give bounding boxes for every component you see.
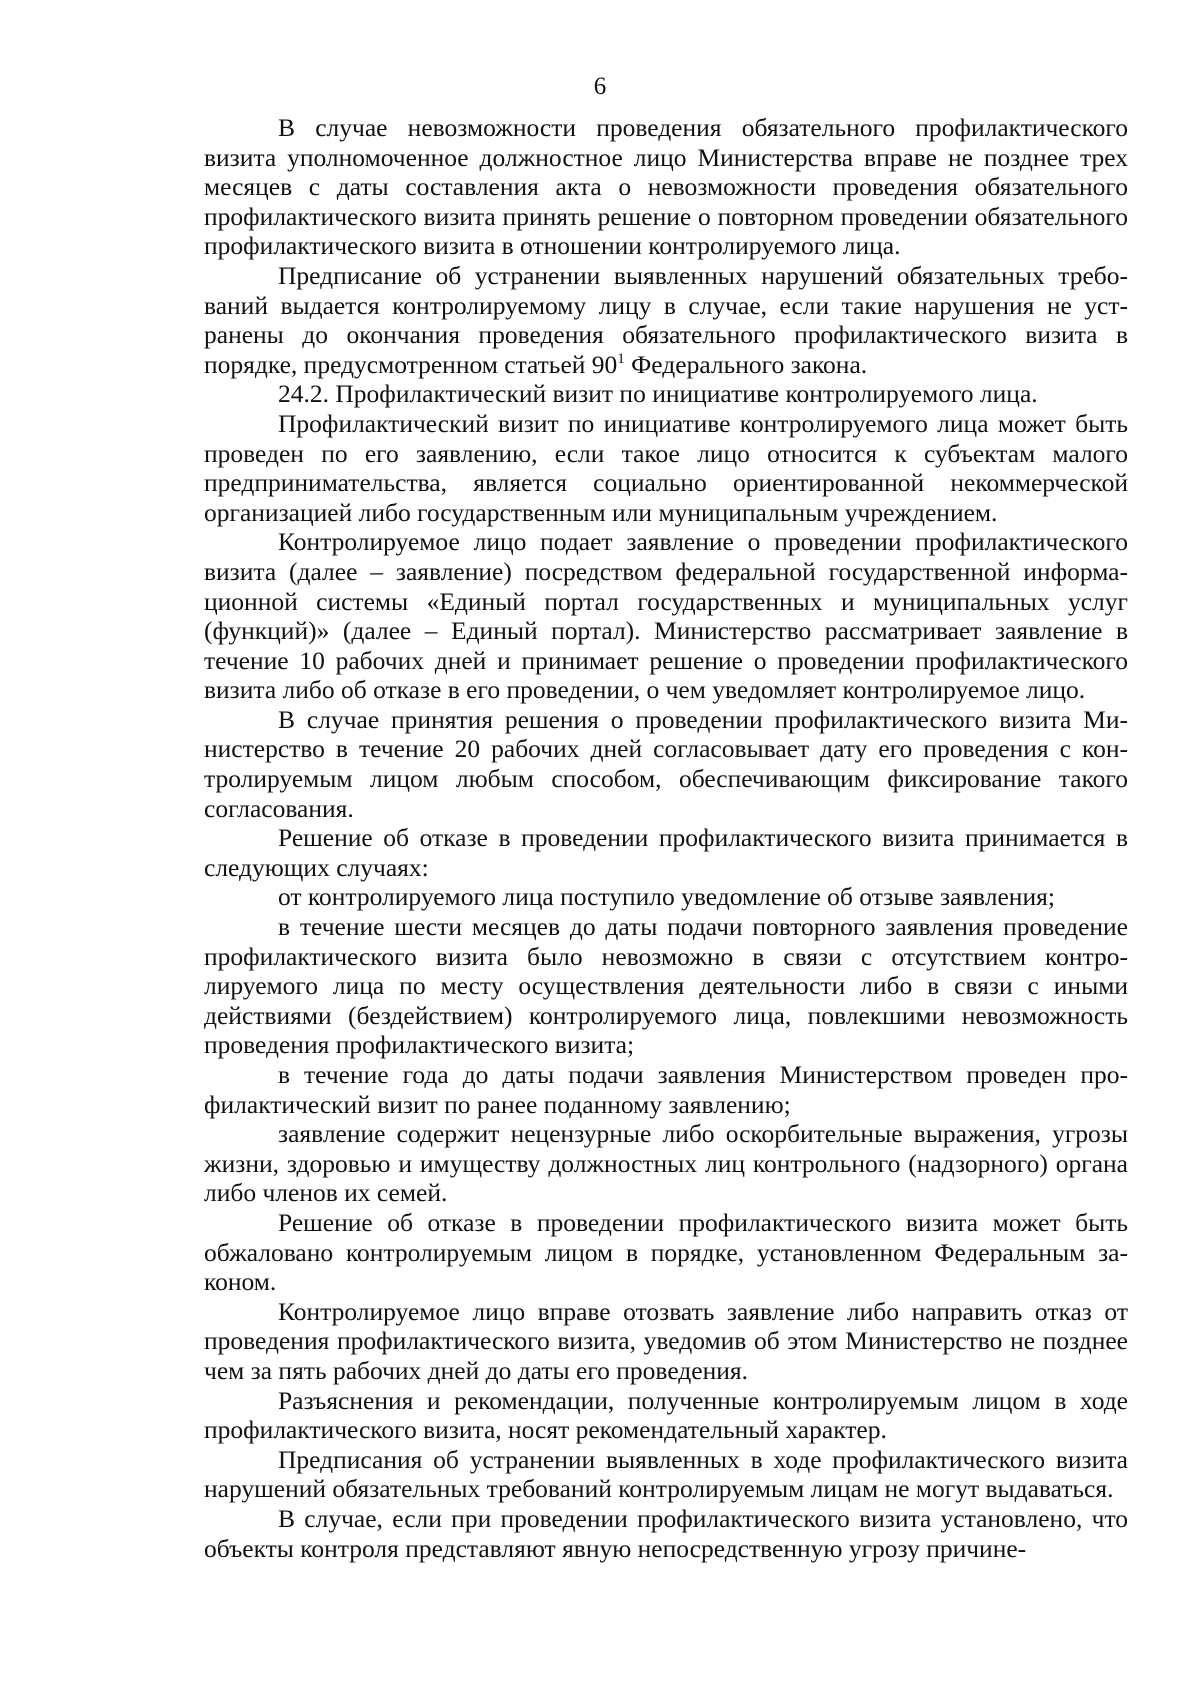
paragraph-threat: В случае, если при проведении профилактического визита установлено, что объекты контроля представляют явную непосредственную угрозу причине- [204, 1503, 1128, 1563]
paragraph-repeat-visit: В случае невозможности проведения обязательного профилактического визита уполномоченное должностное лицо Министерства вправе не позднее трех месяцев с даты составления акта о невозможности проведения обязательного профилактического визита принять решение о повторном проведении обязательного профилактического визита в отношении контролируемого лица. [204, 113, 1128, 261]
paragraph-initiative-visit: Профилактический визит по инициативе контролируемого лица может быть проведен по его заявлению, если такое лицо относится к субъектам малого предпринимательства, является социально ориентированной некоммерческой организацией либо государственным или муниципальным учреждением. [204, 408, 1128, 527]
list-item-impossible-visit: в течение шести месяцев до даты подачи повторного заявления проведение профилактического визита было невозможно в связи с отсутствием контролируемого лица по месту осуществления деятельности либо в связи с иными действиями (бездействием) контролируемого лица, повлекшими невозможность проведения профилактического визита; [204, 912, 1128, 1060]
paragraph-no-prescriptions: Предписания об устранении выявленных в ходе профилактического визита нарушений обязательных требований контролируемым лицам не могут выдаваться. [204, 1444, 1128, 1504]
paragraph-appeal: Решение об отказе в проведении профилактического визита может быть обжаловано контролируемым лицом в порядке, установленном Федеральным законом. [204, 1207, 1128, 1297]
paragraph-application: Контролируемое лицо подает заявление о проведении профилактического визита (далее – заявление) посредством федеральной государственной информационной системы «Единый портал государственных и муниципальных услуг (функций)» (далее – Единый портал). Министерство рассматривает заявление в течение 10 рабочих дней и принимает решение о проведении профилактического визита либо об отказе в его проведении, о чем уведомляет контролируемое лицо. [204, 527, 1128, 705]
paragraph-refusal-cases: Решение об отказе в проведении профилактического визита принимается в следующих случаях: [204, 823, 1128, 882]
page-number: 6 [593, 73, 607, 100]
footnote-mark: 1 [617, 350, 625, 367]
list-item-withdrawal: от контролируемого лица поступило уведомление об отзыве заявления; [278, 882, 1055, 912]
paragraph-prescription [204, 261, 1128, 379]
list-item-previous-visit: в течение года до даты подачи заявления Министерством проведен профилактический визит по ранее поданному заявлению; [204, 1060, 1128, 1119]
list-item-obscene-content: заявление содержит нецензурные либо оскорбительные выражения, угрозы жизни, здоровью и имуществу должностных лиц контрольного (надзорного) органа либо членов их семей. [204, 1119, 1128, 1208]
document-body [204, 113, 1128, 1563]
section-heading-24-2: 24.2. Профилактический визит по инициативе контролируемого лица. [278, 379, 1038, 409]
paragraph-prescription-tail: Федерального закона. [624, 349, 868, 379]
paragraph-withdraw-right: Контролируемое лицо вправе отозвать заявление либо направить отказ от проведения профилактического визита, уведомив об этом Министерство не позднее чем за пять рабочих дней до даты его проведения. [204, 1296, 1128, 1385]
paragraph-recommendations: Разъяснения и рекомендации, полученные контролируемым лицом в ходе профилактического визита, носят рекомендательный характер. [204, 1385, 1128, 1445]
paragraph-approval: В случае принятия решения о проведении профилактического визита Министерство в течение 20 рабочих дней согласовывает дату его проведения с контролируемым лицом любым способом, обеспечивающим фиксирование такого согласования. [204, 704, 1128, 823]
paragraph-prescription-text: Предписание об устранении выявленных нарушений обязательных требований выдается контролируемому лицу в случае, если такие нарушения не устранены до окончания проведения обязательного профилактического визита в порядке, предусмотренном статьей 90 [204, 260, 1128, 379]
